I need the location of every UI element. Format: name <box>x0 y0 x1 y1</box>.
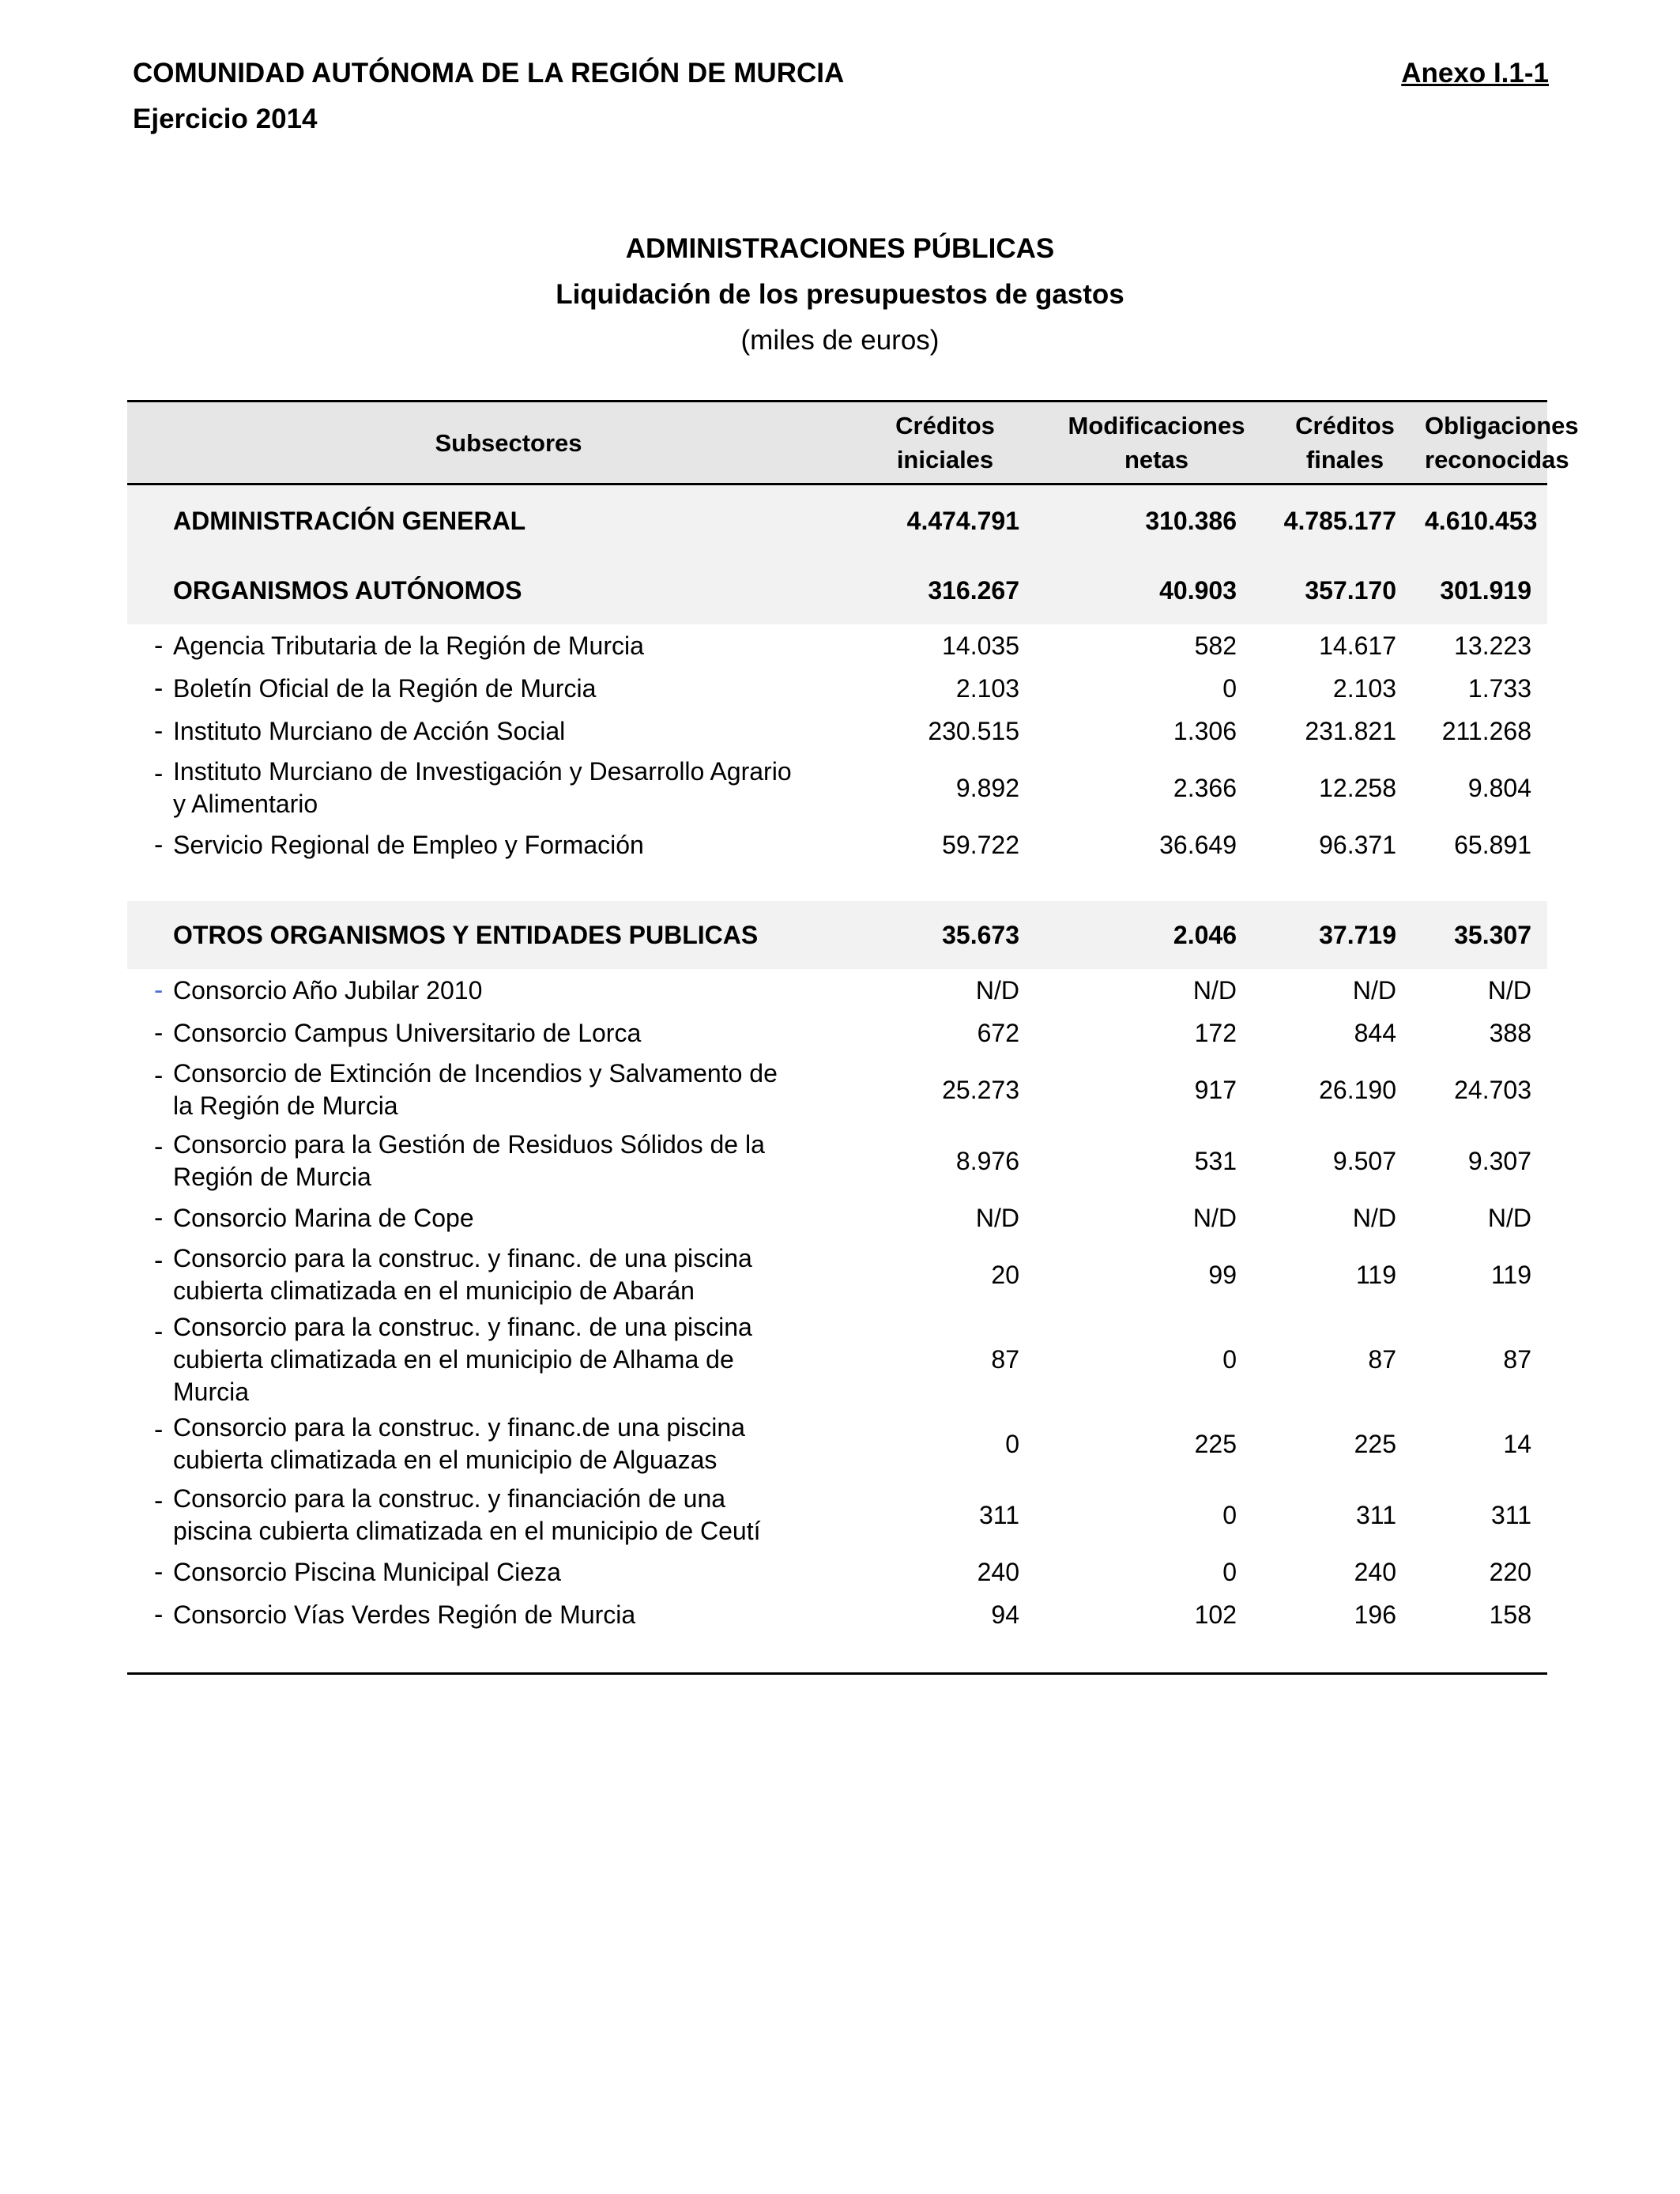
bullet-dash: - <box>154 1061 164 1091</box>
report-subtitle: Liquidación de los presupuestos de gastos <box>556 279 1124 310</box>
table-row: - Consorcio Campus Universitario de Lorca 672 172 844 388 <box>127 1012 1547 1054</box>
table-row: - Consorcio Piscina Municipal Cieza 240 0 240 220 <box>127 1551 1547 1593</box>
bullet-dash: - <box>154 716 164 746</box>
bullet-dash: - <box>154 1203 164 1233</box>
bullet-dash: - <box>154 1600 164 1630</box>
table-bottom-rule <box>127 1636 1547 1674</box>
bullet-dash: - <box>154 1317 164 1347</box>
spacer-row <box>127 866 1547 901</box>
report-title: ADMINISTRACIONES PÚBLICAS <box>625 233 1055 264</box>
header-year: Ejercicio 2014 <box>133 104 318 134</box>
bullet-dash: - <box>154 1486 164 1516</box>
bullet-dash: - <box>154 1246 164 1276</box>
header-org: COMUNIDAD AUTÓNOMA DE LA REGIÓN DE MURCIA <box>133 58 845 89</box>
table-row: - Consorcio Año Jubilar 2010 N/D N/D N/D N/D <box>127 969 1547 1012</box>
table-row: - Consorcio Vías Verdes Región de Murcia 94 102 196 158 <box>127 1593 1547 1636</box>
table-header-row <box>127 401 1547 484</box>
table-row: - Agencia Tributaria de la Región de Murcia 14.035 582 14.617 13.223 <box>127 624 1547 667</box>
group-row-otros-organismos: OTROS ORGANISMOS Y ENTIDADES PUBLICAS 35.673 2.046 37.719 35.307 <box>127 901 1547 969</box>
bullet-dash: - <box>154 631 164 661</box>
group-row-administracion-general: ADMINISTRACIÓN GENERAL 4.474.791 310.386 4.785.177 4.610.453 <box>127 484 1547 557</box>
bullet-dash: - <box>154 975 164 1005</box>
budget-table <box>127 400 1579 1675</box>
col-creditos-iniciales: Créditos iniciales <box>842 401 1048 484</box>
table-row: - Instituto Murciano de Acción Social 230.515 1.306 231.821 211.268 <box>127 710 1547 752</box>
table-row: - Consorcio para la construc. y financiación de una piscina cubierta climatizada en el municipio de Ceutí 311 0 311 311 <box>127 1480 1547 1551</box>
group-row-organismos-autonomos: ORGANISMOS AUTÓNOMOS 316.267 40.903 357.170 301.919 <box>127 556 1547 624</box>
table-row: - Consorcio para la Gestión de Residuos Sólidos de la Región de Murcia 8.976 531 9.507 9.307 <box>127 1125 1547 1197</box>
document-header <box>133 51 844 142</box>
col-creditos-finales: Créditos finales <box>1265 401 1425 484</box>
table-row: - Consorcio de Extinción de Incendios y Salvamento de la Región de Murcia 25.273 917 26.190 24.703 <box>127 1054 1547 1125</box>
col-obligaciones-reconocidas: Obligaciones reconocidas <box>1425 401 1547 484</box>
col-modificaciones-netas: Modificaciones netas <box>1048 401 1265 484</box>
table-row: - Consorcio para la construc. y financ.de una piscina cubierta climatizada en el municipio de Alguazas 0 225 225 14 <box>127 1408 1547 1480</box>
bullet-dash: - <box>154 759 164 789</box>
annex-label: Anexo I.1-1 <box>1401 58 1549 89</box>
bullet-dash: - <box>154 673 164 703</box>
table-row: - Consorcio para la construc. y financ. de una piscina cubierta climatizada en el municipio de Alhama de Murcia 87 0 87 87 <box>127 1310 1547 1408</box>
bullet-dash: - <box>154 1415 164 1445</box>
bullet-dash: - <box>154 1018 164 1048</box>
bullet-dash: - <box>154 830 164 860</box>
table-row: - Consorcio Marina de Cope N/D N/D N/D N/D <box>127 1197 1547 1239</box>
bullet-dash: - <box>154 1557 164 1587</box>
table-row: - Boletín Oficial de la Región de Murcia 2.103 0 2.103 1.733 <box>127 667 1547 710</box>
report-units: (miles de euros) <box>740 325 940 356</box>
bullet-dash: - <box>154 1132 164 1162</box>
col-subsectores: Subsectores <box>127 401 842 484</box>
table-row: - Instituto Murciano de Investigación y Desarrollo Agrario y Alimentario 9.892 2.366 12.258 9.804 <box>127 752 1547 824</box>
report-titles <box>0 226 1680 364</box>
table-row: - Consorcio para la construc. y financ. de una piscina cubierta climatizada en el municipio de Abarán 20 99 119 119 <box>127 1239 1547 1310</box>
table-row: - Servicio Regional de Empleo y Formación 59.722 36.649 96.371 65.891 <box>127 824 1547 866</box>
